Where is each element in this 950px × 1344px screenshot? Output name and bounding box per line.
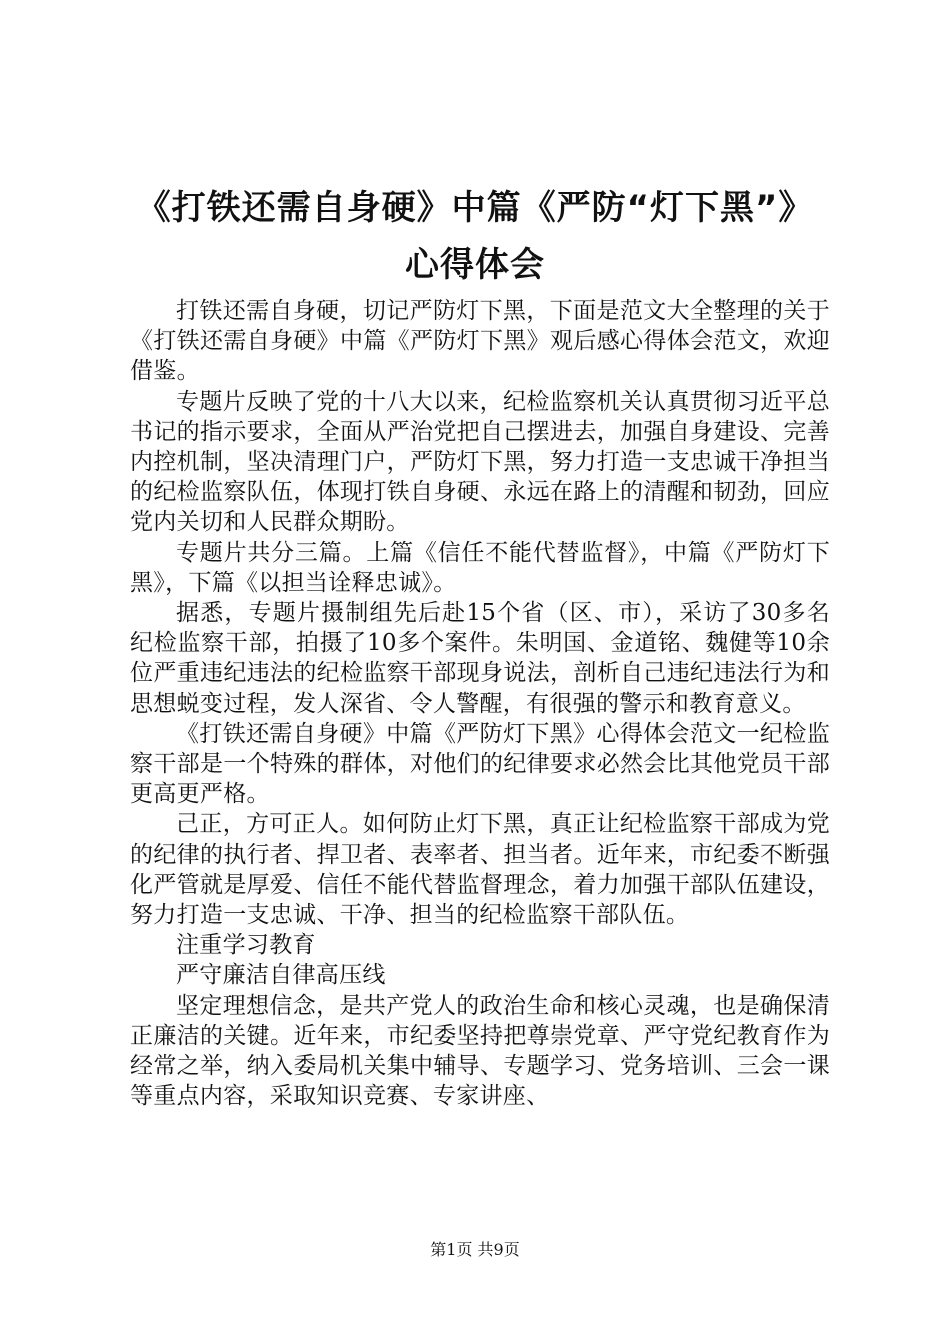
paragraph-summary: 专题片反映了党的十八大以来，纪检监察机关认真贯彻习近平总书记的指示要求，全面从严治党把自己摆进去，加强自身建设、完善内控机制，坚决清理门户，严防灯下黑，努力打造一支忠诚干净担当的纪检监察队伍，体现打铁自身硬、永远在路上的清醒和韧劲，回应党内关切和人民群众期盼。: [130, 388, 830, 536]
page-number-footer: 第1页 共9页: [430, 1240, 520, 1259]
document-title-line-1: 《打铁还需自身硬》中篇《严防“灯下黑”》: [136, 188, 814, 228]
paragraph-structure: 专题片共分三篇。上篇《信任不能代替监督》，中篇《严防灯下黑》，下篇《以担当诠释忠诚》。: [130, 539, 830, 596]
section-heading-study: 注重学习教育: [176, 932, 316, 959]
paragraph-self-discipline: 己正，方可正人。如何防止灯下黑，真正让纪检监察干部成为党的纪律的执行者、捍卫者、表率者、担当者。近年来，市纪委不断强化严管就是厚爱、信任不能代替监督理念，着力加强干部队伍建设，努力打造一支忠诚、干净、担当的纪检监察干部队伍。: [130, 811, 830, 929]
paragraph-intro: 打铁还需自身硬，切记严防灯下黑，下面是范文大全整理的关于《打铁还需自身硬》中篇《严防灯下黑》观后感心得体会范文，欢迎借鉴。: [130, 298, 830, 385]
paragraph-ideals: 坚定理想信念，是共产党人的政治生命和核心灵魂，也是确保清正廉洁的关键。近年来，市纪委坚持把尊崇党章、严守党纪教育作为经常之举，纳入委局机关集中辅导、专题学习、党务培训、三会一课等重点内容，采取知识竞赛、专家讲座、: [130, 992, 830, 1110]
section-heading-integrity: 严守廉洁自律高压线: [176, 962, 386, 989]
document-title-line-2: 心得体会: [405, 245, 545, 285]
document-body: [130, 296, 830, 1111]
paragraph-essay-one: 《打铁还需自身硬》中篇《严防灯下黑》心得体会范文一纪检监察干部是一个特殊的群体，对他们的纪律要求必然会比其他党员干部更高更严格。: [130, 720, 830, 808]
paragraph-production: 据悉，专题片摄制组先后赴15个省（区、市），采访了30多名纪检监察干部，拍摄了10多个案件。朱明国、金道铭、魏健等10余位严重违纪违法的纪检监察干部现身说法，剖析自己违纪违法行为和思想蜕变过程，发人深省、令人警醒，有很强的警示和教育意义。: [130, 600, 830, 717]
